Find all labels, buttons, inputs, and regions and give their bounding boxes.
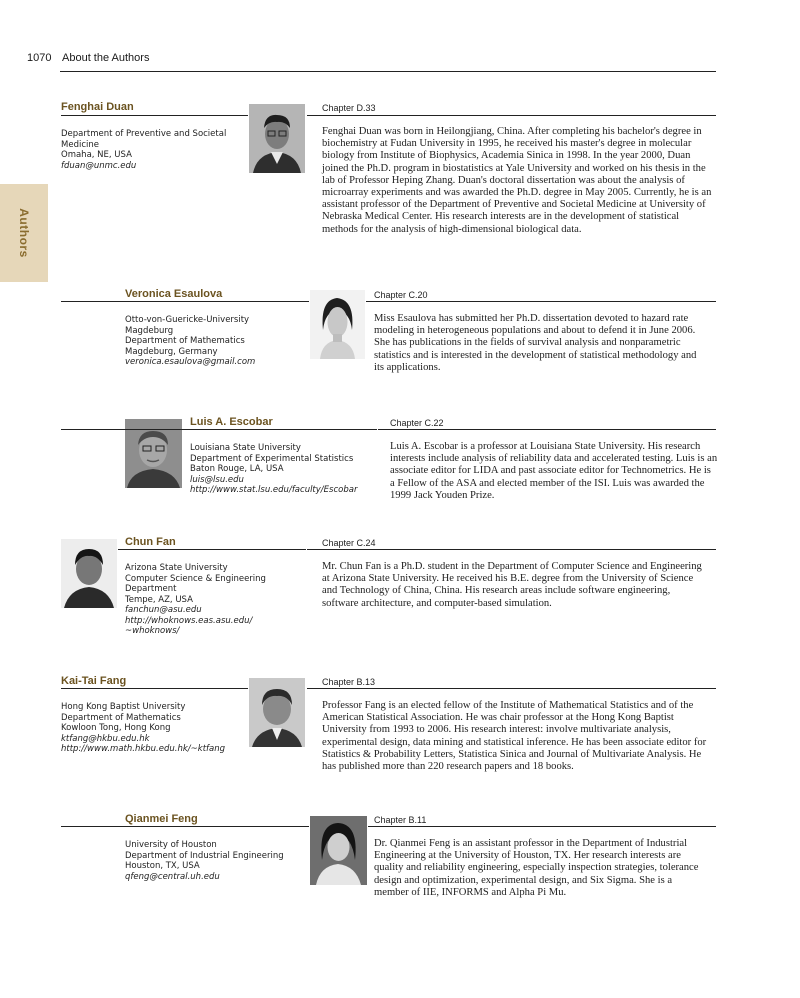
chapter-rule [378, 429, 716, 430]
chapter-rule [307, 115, 716, 116]
homepage-link-continued[interactable]: ~whoknows/ [125, 626, 180, 636]
email-link[interactable]: fanchun@asu.edu [125, 605, 202, 615]
author-bio: Dr. Qianmei Feng is an assistant professor in the Department of Industrial Engineering at the University of Houston, TX. Her research interests are quality and reliability engineering, especially inspection strategies, tolerance design and optimization, experimental design, and Six Sigma. She is a member of IIE, INFORMS and Alpha Pi Mu. [374, 838, 699, 898]
author-affiliation: Louisiana State University Department of Experimental Statistics Baton Rouge, LA, USA luis@lsu.edu http://www.stat.lsu.edu/faculty/Escobar [190, 443, 358, 495]
author-name: Kai-Tai Fang [61, 675, 127, 687]
chapter-rule [366, 301, 716, 302]
author-affiliation: Department of Preventive and Societal Medicine Omaha, NE, USA fduan@unmc.edu [61, 129, 227, 171]
name-rule [61, 115, 248, 116]
author-name: Veronica Esaulova [125, 288, 223, 300]
chapter-label: Chapter C.24 [322, 538, 376, 548]
side-tab-label: Authors [17, 208, 31, 258]
homepage-link[interactable]: http://www.stat.lsu.edu/faculty/Escobar [190, 485, 358, 495]
email-link[interactable]: qfeng@central.uh.edu [125, 871, 220, 882]
chapter-label: Chapter B.13 [322, 677, 376, 687]
page-number: 1070 [27, 52, 52, 64]
header-rule [60, 71, 716, 72]
email-link[interactable]: fduan@unmc.edu [61, 160, 137, 171]
email-link[interactable]: ktfang@hkbu.edu.hk [61, 733, 150, 744]
author-affiliation: Arizona State University Computer Science & Engineering Department Tempe, AZ, USA fanchun@asu.edu http://whoknows.eas.asu.edu/ ~whoknows/ [125, 563, 266, 636]
name-rule [61, 301, 309, 302]
author-bio: Mr. Chun Fan is a Ph.D. student in the Department of Computer Science and Engineering at Arizona State University. He received his B.E. degree from the University of Science and Technology of China, China. His research areas include software engineering, software architecture, and computer-based simulation. [322, 561, 702, 609]
homepage-link[interactable]: http://www.math.hkbu.edu.hk/~ktfang [61, 744, 226, 754]
name-rule [61, 429, 377, 430]
author-bio: Fenghai Duan was born in Heilongjiang, China. After completing his bachelor's degree in biochemistry at Fudan University in 1995, he received his master's degree in molecular biology from Institute of Biophysics, Academia Sinica in 1998. In the year 2000, Duan joined the Ph.D. program in biostatistics at Yale University and worked on his thesis in the lab of Professor Heping Zhang. Duan's doctoral dissertation was about the analysis of microarray experiments and was awarded the Ph.D. degree in May 2005. Currently, he is an assistant professor of the Department of Preventive and Societal Medicine at University of Nebraska Medical Center. His research interests are in the development of statistical methods for the analysis of high-dimensional biological data. [322, 126, 712, 235]
name-rule [118, 549, 306, 550]
author-name: Chun Fan [125, 536, 176, 548]
portrait-man-icon [249, 678, 305, 747]
portrait-woman-icon [310, 816, 367, 885]
portrait-man-glasses-icon [249, 104, 305, 173]
side-tab [0, 184, 48, 282]
author-bio: Professor Fang is an elected fellow of the Institute of Mathematical Statistics and of the American Statistical Association. He was chair professor at the Hong Kong Baptist University from 1993 to 2006. His research interest: involve multivariate analysis, experimental design, data mining and statistical inference. He has been associate editor for Statistics & Probability Letters, Statistica Sinica and Journal of Multivariate Analysis. He has published more than 220 research papers and 18 books. [322, 700, 707, 773]
chapter-label: Chapter C.20 [374, 290, 428, 300]
section-title: About the Authors [62, 52, 150, 64]
name-rule [61, 826, 309, 827]
author-photo [310, 816, 367, 885]
email-link[interactable]: luis@lsu.edu [190, 474, 244, 485]
chapter-label: Chapter C.22 [390, 418, 444, 428]
chapter-rule [307, 688, 716, 689]
chapter-rule [307, 549, 716, 550]
portrait-woman-icon [310, 290, 365, 359]
author-affiliation: Hong Kong Baptist University Department of Mathematics Kowloon Tong, Hong Kong ktfang@hkbu.edu.hk http://www.math.hkbu.edu.hk/~ktfang [61, 702, 226, 754]
author-affiliation: Otto-von-Guericke-University Magdeburg Department of Mathematics Magdeburg, Germany veronica.esaulova@gmail.com [125, 315, 256, 367]
author-photo [249, 678, 305, 747]
email-link[interactable]: veronica.esaulova@gmail.com [125, 357, 256, 367]
author-photo [61, 539, 117, 608]
author-bio: Miss Esaulova has submitted her Ph.D. dissertation devoted to hazard rate modeling in heterogeneous populations and about to defend it in June 2006. She has publications in the fields of survival analysis and nonparametric statistics and is interested in the development of statistical methodology and its applications. [374, 313, 697, 373]
chapter-label: Chapter D.33 [322, 103, 376, 113]
author-photo [310, 290, 365, 359]
name-rule [61, 688, 248, 689]
homepage-link[interactable]: http://whoknows.eas.asu.edu/ [125, 615, 253, 626]
chapter-rule [368, 826, 716, 827]
author-photo [249, 104, 305, 173]
chapter-label: Chapter B.11 [374, 815, 427, 825]
author-bio: Luis A. Escobar is a professor at Louisiana State University. His research interests include analysis of reliability data and accelerated testing. Luis is an associate editor for LIDA and past associate editor for Technometrics. He is a Fellow of the ASA and elected member of the ISI. Luis was awarded the 1999 Jack Youden Prize. [390, 441, 718, 501]
author-name: Luis A. Escobar [190, 416, 273, 428]
author-name: Qianmei Feng [125, 813, 198, 825]
portrait-man-icon [61, 539, 117, 608]
author-name: Fenghai Duan [61, 101, 134, 113]
author-affiliation: University of Houston Department of Industrial Engineering Houston, TX, USA qfeng@central.uh.edu [125, 840, 284, 882]
